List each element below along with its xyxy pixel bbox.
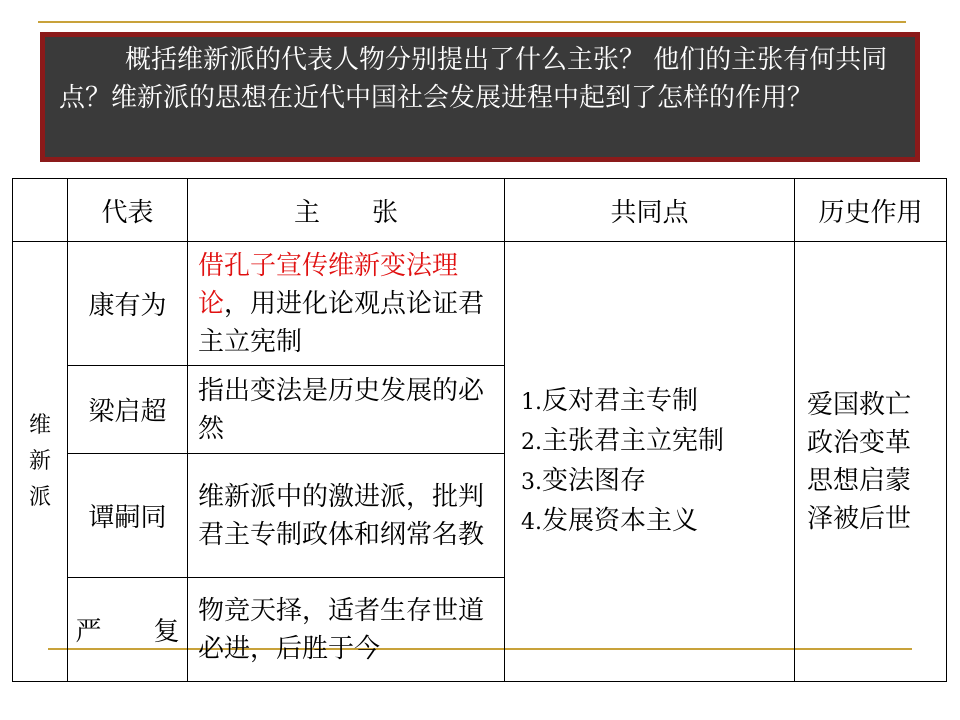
table-row xyxy=(13,242,947,366)
header-role: 历史作用 xyxy=(795,179,947,242)
common-point: 1.反对君主专制 xyxy=(521,385,699,416)
common-point: 3.变法图存 xyxy=(521,465,647,496)
common-point: 4.发展资本主义 xyxy=(521,505,699,536)
representative-name: 康有为 xyxy=(68,242,188,366)
representative-name: 严 复 xyxy=(68,578,188,682)
top-decoration-line xyxy=(38,21,906,23)
historical-role-cell xyxy=(795,242,947,682)
claim-cell xyxy=(188,366,505,454)
claim-cell xyxy=(188,578,505,682)
header-common: 共同点 xyxy=(505,179,795,242)
claim-cell xyxy=(188,242,505,366)
claim-text: 维新派中的激进派，批判君主专制政体和纲常名教 xyxy=(198,481,485,550)
header-claim: 主 张 xyxy=(188,179,505,242)
question-text: 概括维新派的代表人物分别提出了什么主张？ 他们的主张有何共同点？维新派的思想在近代中国社会发展进程中起到了怎样的作用？ xyxy=(59,45,888,113)
header-representative: 代表 xyxy=(68,179,188,242)
role-item: 爱国救亡 xyxy=(807,389,912,420)
reformers-table xyxy=(12,178,947,682)
common-points-cell xyxy=(505,242,795,682)
role-item: 政治变革 xyxy=(807,427,912,458)
header-empty-cell xyxy=(13,179,68,242)
claim-cell xyxy=(188,454,505,578)
role-item: 泽被后世 xyxy=(807,503,912,534)
representative-name: 梁启超 xyxy=(68,366,188,454)
claim-text: 物竞天择，适者生存世道必进，后胜于今 xyxy=(198,595,485,664)
question-box xyxy=(40,32,920,162)
claim-highlight: 借孔子宣传维新变法理论 xyxy=(198,250,459,319)
common-point: 2.主张君主立宪制 xyxy=(521,425,725,456)
claim-text: ，用进化论观点论证君主立宪制 xyxy=(198,288,485,357)
claim-text: 指出变法是历史发展的必然 xyxy=(198,375,485,444)
table-header-row xyxy=(13,179,947,242)
group-label: 维 新 派 xyxy=(13,242,68,682)
role-item: 思想启蒙 xyxy=(807,465,912,496)
representative-name: 谭嗣同 xyxy=(68,454,188,578)
